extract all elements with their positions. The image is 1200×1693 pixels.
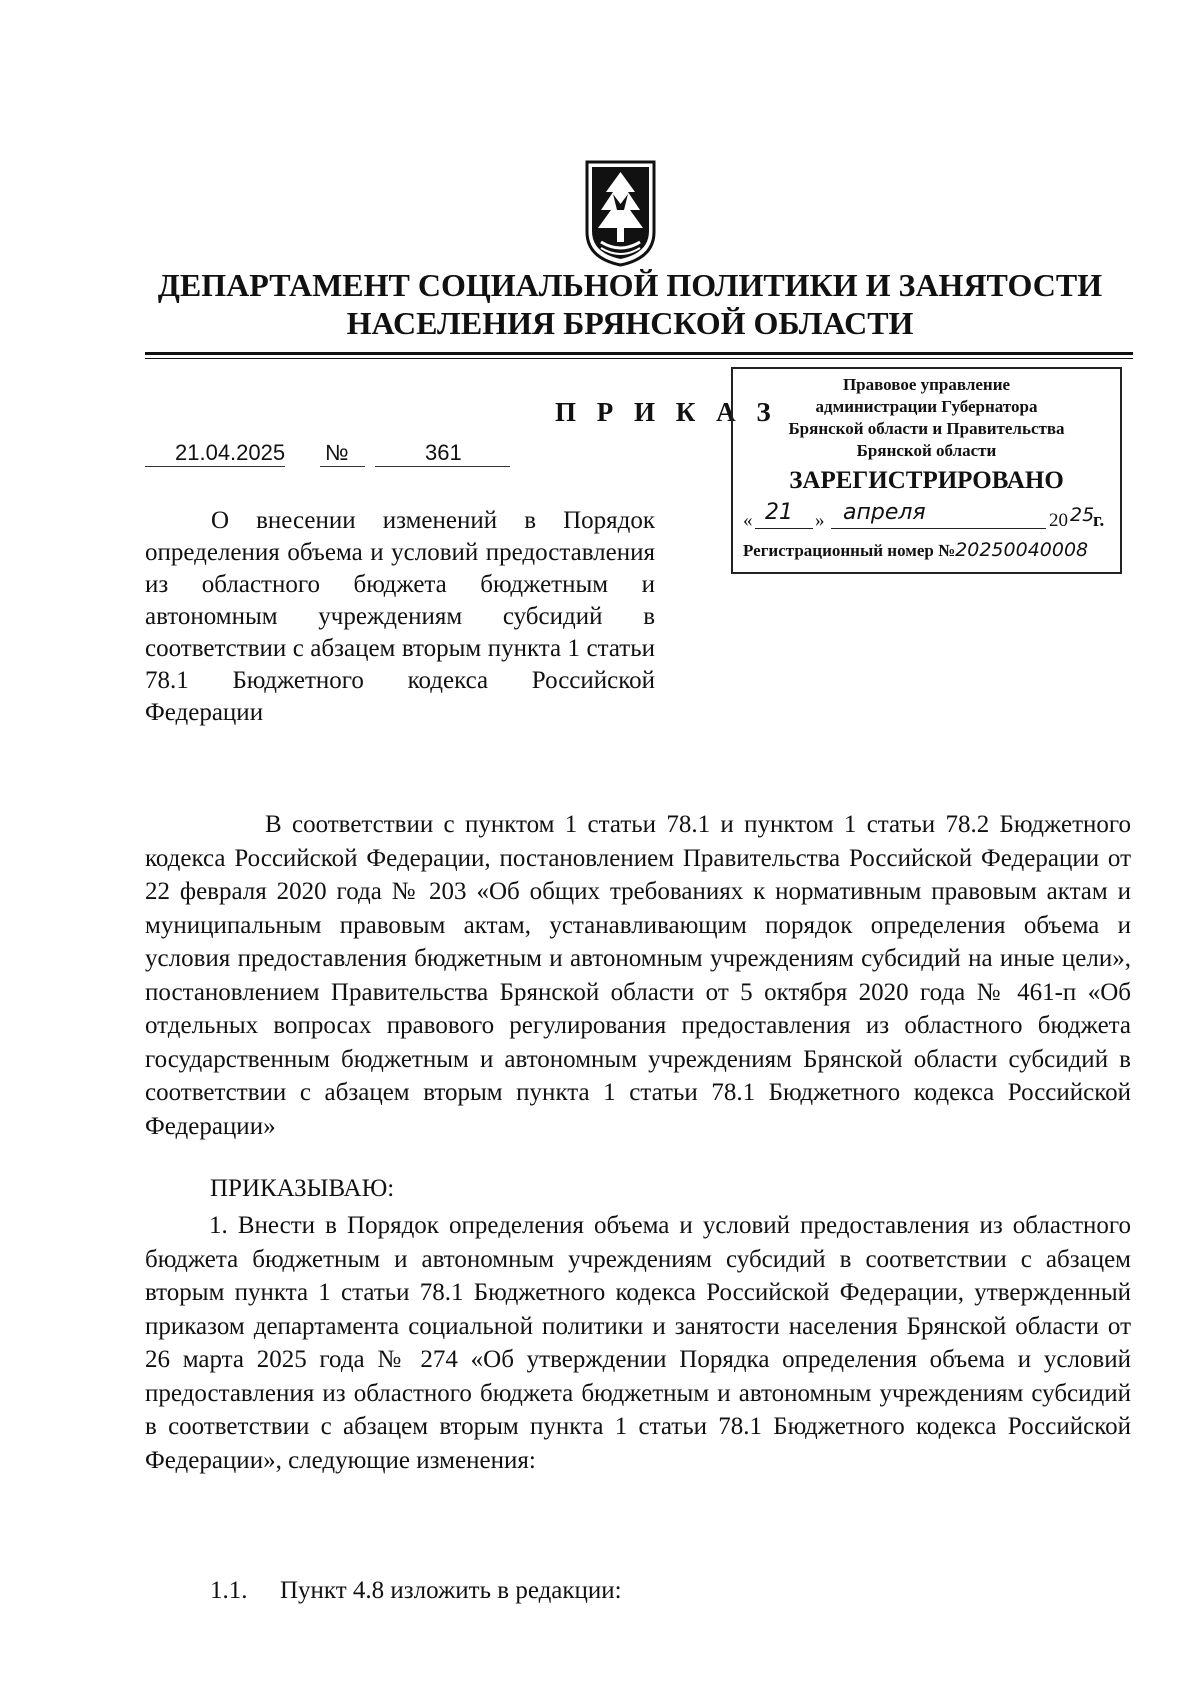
order-number: 361 <box>425 440 462 465</box>
stamp-registration-number-line <box>743 539 1123 569</box>
order-date: 21.04.2025 <box>175 440 286 465</box>
order-subject-text: О внесении изменений в Порядок определения объема и условий предоставления из областного бюджета бюджетным и автономным учреждениям субсидий в соответствии с абзацем вторым пункта 1 статьи 78.1 Бюджетного кодекса Российской Федерации <box>145 507 655 726</box>
number-underline <box>375 466 510 467</box>
order-number-label: № <box>325 440 349 465</box>
stamp-reg-number: 20250040008 <box>955 539 1089 561</box>
header-divider-thin <box>145 358 1133 359</box>
stamp-org-line4: Брянской области <box>856 441 997 460</box>
stamp-month: апреля <box>843 500 926 525</box>
stamp-date-line <box>743 500 1113 536</box>
order-directive-word: ПРИКАЗЫВАЮ: <box>210 1175 395 1202</box>
item-1-1-number: 1.1. <box>210 1577 248 1604</box>
date-underline <box>145 466 285 467</box>
item-1-paragraph: 1. Внести в Порядок определения объема и условий предоставления из областного бюджета бюджетным и автономным учреждениям субсидий в соответствии с абзацем вторым пункта 1 статьи 78.1 Бюджетного кодекса Российской Федерации, утвержденный приказом департамента социальной политики и занятости населения Брянской области от 26 марта 2025 года № 274 «Об утверждении Порядка определения объема и условий предоставления из областного бюджета бюджетным и автономным учреждениям субсидий в соответствии с абзацем вторым пункта 1 статьи 78.1 Бюджетного кодекса Российской Федерации», следующие изменения: <box>145 1212 1131 1474</box>
item-1-1 <box>210 1577 622 1605</box>
stamp-year-suffix: 25 <box>1070 504 1095 526</box>
stamp-close-quote: » <box>815 510 825 531</box>
department-title-line2: НАСЕЛЕНИЯ БРЯНСКОЙ ОБЛАСТИ <box>346 305 914 341</box>
order-subject <box>145 505 655 729</box>
stamp-reg-label: Регистрационный номер № <box>743 541 956 560</box>
stamp-year-prefix: 20 <box>1049 510 1068 531</box>
stamp-org-line3: Брянской области и Правительства <box>788 419 1065 438</box>
header-divider-thick <box>145 352 1133 355</box>
bryansk-coat-of-arms-icon <box>583 158 658 268</box>
stamp-month-underline <box>831 528 1046 529</box>
stamp-year-unit: г. <box>1093 510 1105 531</box>
department-title-line1: ДЕПАРТАМЕНТ СОЦИАЛЬНОЙ ПОЛИТИКИ И ЗАНЯТОСТИ <box>157 267 1103 303</box>
preamble-paragraph: В соответствии с пунктом 1 статьи 78.1 и пунктом 1 статьи 78.2 Бюджетного кодекса Российской Федерации, постановлением Правительства Российской Федерации от 22 февраля 2020 года № 203 «Об общих требованиях к нормативным правовым актам и муниципальным правовым актам, устанавливающим порядок определения объема и условия предоставления бюджетным и автономным учреждениям субсидий на иные цели», постановлением Правительства Брянской области от 5 октября 2020 года № 461-п «Об отдельных вопросах правового регулирования предоставления из областного бюджета государственным бюджетным и автономным учреждениям Брянской области субсидий в соответствии с абзацем вторым пункта 1 статьи 78.1 Бюджетного кодекса Российской Федерации» <box>145 811 1131 1140</box>
stamp-status: ЗАРЕГИСТРИРОВАНО <box>789 467 1064 494</box>
document-type-title: П Р И К А З <box>555 397 778 427</box>
stamp-org-line1: Правовое управление <box>842 375 1011 394</box>
stamp-open-quote: « <box>743 510 753 531</box>
number-label-underline <box>320 466 365 467</box>
stamp-org-line2: администрации Губернатора <box>815 397 1038 416</box>
department-title <box>150 266 1110 342</box>
stamp-day: 21 <box>765 500 793 525</box>
registration-stamp <box>731 367 1122 574</box>
stamp-day-underline <box>755 528 813 529</box>
stamp-organization <box>733 374 1120 462</box>
item-1-1-text: Пункт 4.8 изложить в редакции: <box>280 1577 622 1604</box>
